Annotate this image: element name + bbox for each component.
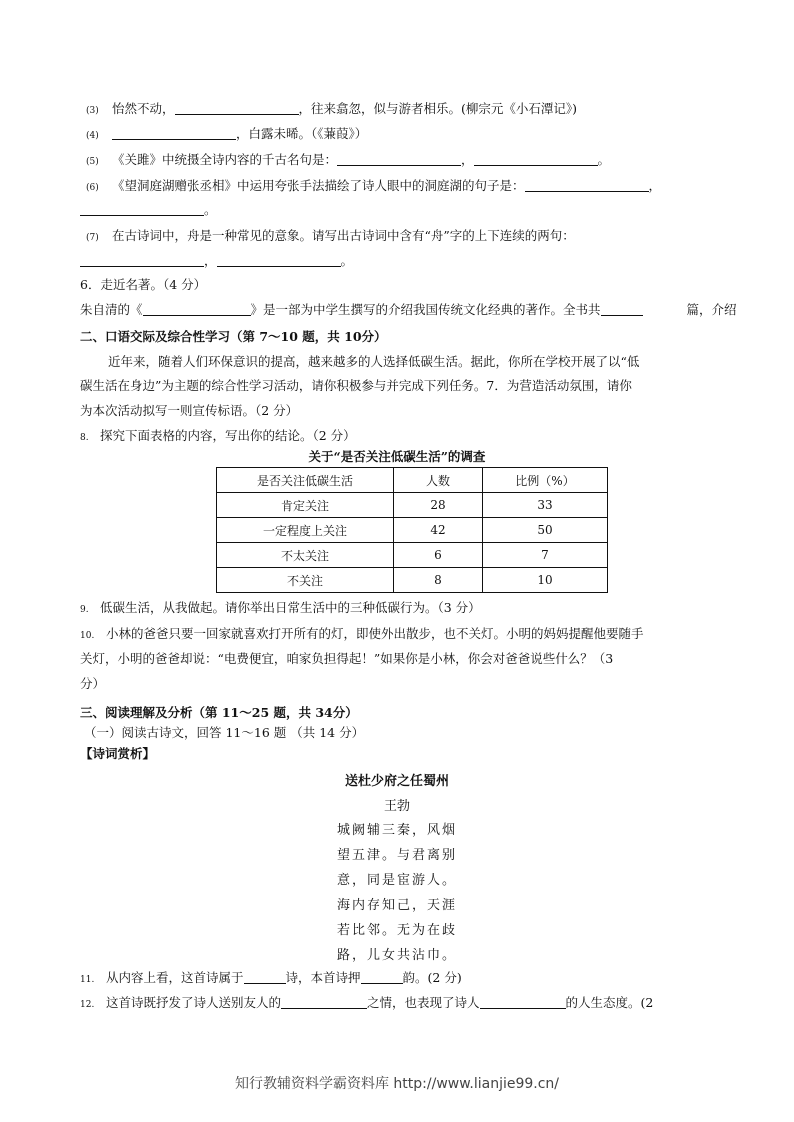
answer-blank [175, 102, 299, 115]
question-10-cont: 关灯，小明的爸爸却说：“电费便宜，咱家负担得起！”如果你是小林，你会对爸爸说些什么？（3 [80, 651, 614, 666]
poem-section-tag: 【诗词赏析】 [80, 746, 156, 761]
section-3-subheading: （一）阅读古诗文，回答 11～16 题 （共 14 分） [84, 725, 365, 740]
table-cell: 8 [394, 568, 483, 593]
answer-blank [361, 971, 403, 984]
section-2-paragraph: 近年来，随着人们环保意识的提高，越来越多的人选择低碳生活。据此，你所在学校开展了以“低 [108, 354, 640, 369]
poem-line: 望五津。与君离别 [336, 848, 457, 863]
question-line-3: (3) 怡然不动， ，往来翕忽，似与游者相乐。(柳宗元《小石潭记》) [86, 101, 578, 116]
poem-line: 路，儿女共沾巾。 [336, 948, 457, 963]
question-10-cont: 分） [80, 676, 106, 691]
answer-blank [337, 153, 461, 166]
poem-line: 若比邻。无为在歧 [336, 923, 457, 938]
table-cell: 一定程度上关注 [217, 518, 394, 543]
section-3-heading: 三、阅读理解及分析（第 11～25 题，共 34分） [80, 705, 358, 720]
question-10: 10. 小林的爸爸只要一回家就喜欢打开所有的灯，即使外出散步，也不关灯。小明的妈妈提醒他要随手 [80, 626, 644, 641]
footer-watermark-link[interactable]: 知行教辅资料学霸资料库 http://www.lianjie99.cn/ [234, 1076, 560, 1092]
table-cell: 不太关注 [217, 543, 394, 568]
question-line-7: (7) 在古诗词中，舟是一种常见的意象。请写出古诗词中含有“舟”字的上下连续的两句： [86, 228, 575, 243]
question-9: 9. 低碳生活，从我做起。请你举出日常生活中的三种低碳行为。（3 分） [80, 600, 481, 615]
answer-blank [143, 303, 251, 316]
table-cell: 50 [483, 518, 608, 543]
survey-table [216, 467, 608, 593]
table-row [217, 568, 608, 593]
answer-blank [480, 996, 566, 1009]
answer-blank [474, 153, 598, 166]
question-8: 8. 探究下面表格的内容，写出你的结论。（2 分） [80, 428, 356, 443]
table-cell: 33 [483, 493, 608, 518]
table-cell: 10 [483, 568, 608, 593]
table-cell: 6 [394, 543, 483, 568]
table-cell: 肯定关注 [217, 493, 394, 518]
table-row [217, 543, 608, 568]
answer-blank [601, 303, 643, 316]
table-cell: 7 [483, 543, 608, 568]
answer-blank [525, 179, 649, 192]
answer-blank [80, 203, 204, 216]
answer-blank [80, 254, 204, 267]
question-line-5: (5) 《关雎》中统摄全诗内容的千古名句是： ， 。 [86, 152, 611, 167]
table-header-cell: 比例（%） [483, 468, 608, 493]
table-row [217, 493, 608, 518]
poem-author: 王勃 [383, 799, 410, 814]
answer-blank [217, 254, 341, 267]
table-header-row [217, 468, 608, 493]
section-2-paragraph: 为本次活动拟写一则宣传标语。（2 分） [80, 403, 299, 418]
poem-line: 意，同是宦游人。 [336, 873, 457, 888]
table-row [217, 518, 608, 543]
table-cell: 28 [394, 493, 483, 518]
section-2-heading: 二、口语交际及综合性学习（第 7～10 题，共 10分） [80, 329, 387, 344]
question-line-7-cont: ， 。 [80, 253, 353, 269]
poem-title: 送杜少府之任蜀州 [344, 774, 449, 789]
section-2-paragraph: 碳生活在身边”为主题的综合性学习活动，请你积极参与并完成下列任务。7．为营造活动氛围，请你 [80, 378, 632, 393]
question-line-4: (4) ，白露未晞。（《蒹葭》） [86, 126, 368, 141]
question-6-text: 朱自清的《 》是一部为中学生撰写的介绍我国传统文化经典的著作。全书共 篇，介绍 [80, 302, 737, 317]
question-line-6-cont: 。 [80, 202, 217, 218]
poem-line: 海内存知己，天涯 [336, 898, 457, 913]
answer-blank [112, 127, 236, 140]
question-line-6: (6) 《望洞庭湖赠张丞相》中运用夸张手法描绘了诗人眼中的洞庭湖的句子是： ， [86, 178, 662, 193]
table-title: 关于“是否关注低碳生活”的调查 [308, 449, 486, 464]
question-6-title: 6．走近名著。（4 分） [80, 277, 207, 292]
answer-blank [281, 996, 367, 1009]
table-cell: 42 [394, 518, 483, 543]
table-header-cell: 人数 [394, 468, 483, 493]
question-11: 11. 从内容上看，这首诗属于 诗，本首诗押 韵。(2 分) [80, 970, 462, 985]
answer-blank [244, 971, 286, 984]
table-header-cell: 是否关注低碳生活 [217, 468, 394, 493]
table-cell: 不关注 [217, 568, 394, 593]
question-12: 12. 这首诗既抒发了诗人送别友人的 之情，也表现了诗人 的人生态度。(2 [80, 995, 654, 1010]
poem-line: 城阙辅三秦，风烟 [336, 823, 457, 838]
